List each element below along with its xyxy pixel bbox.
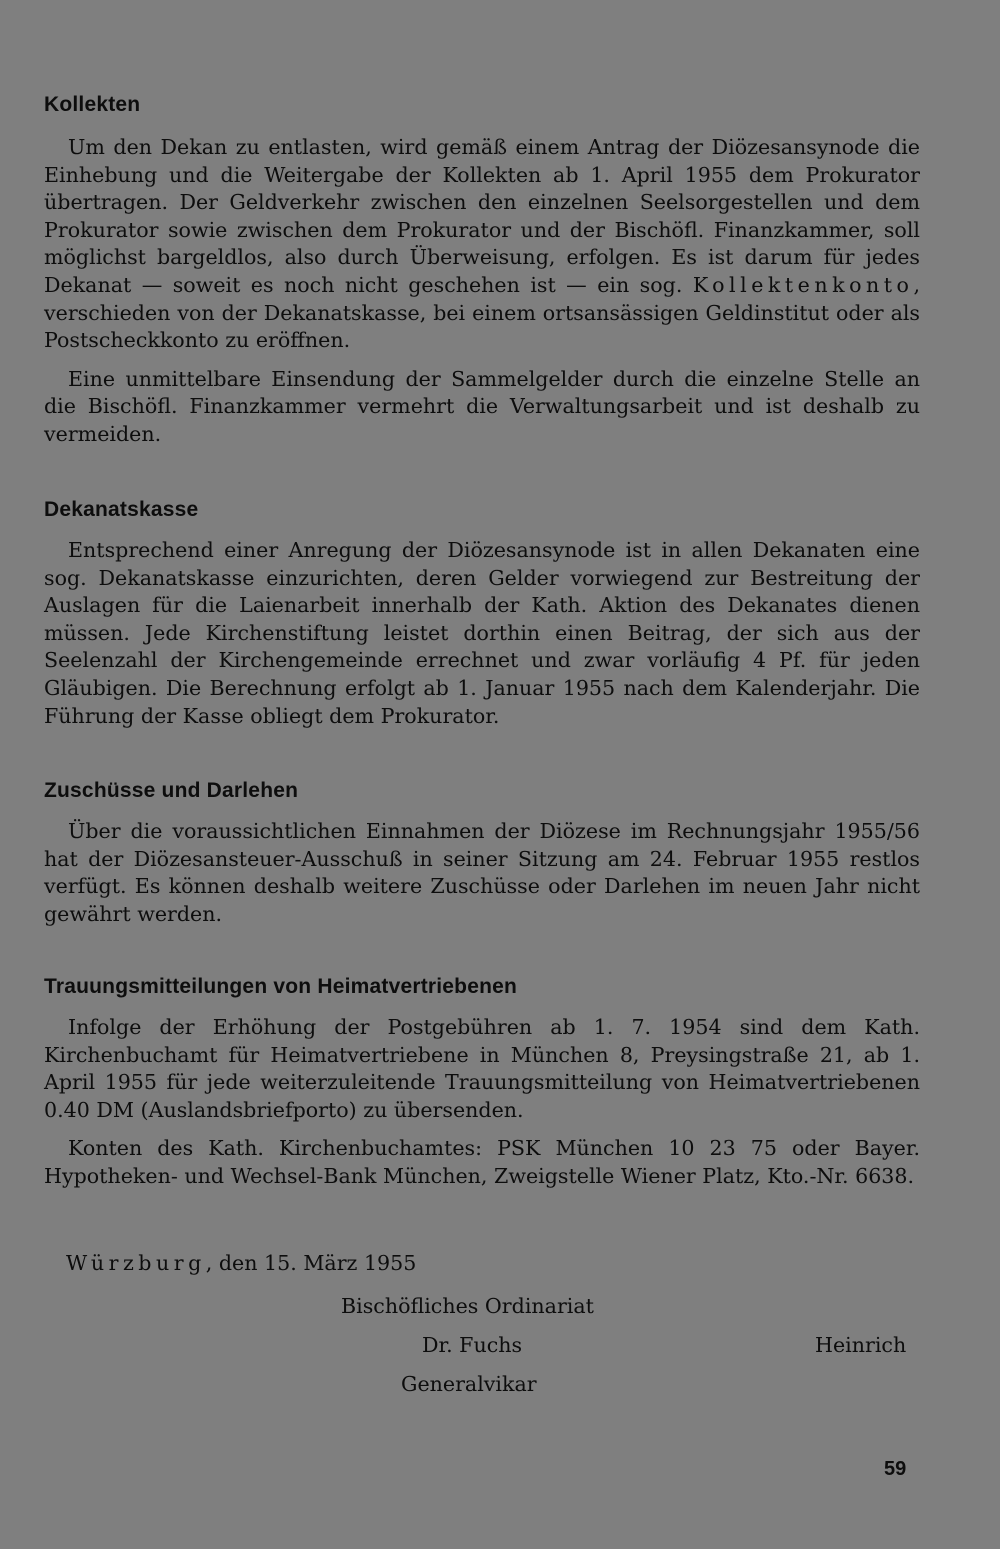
paragraph: Eine unmittelbare Einsendung der Sammelgelder durch die einzelne Stelle an die Bischöfl. Finanzkammer vermehrt die Verwaltungsarbeit und ist deshalb zu vermeiden.	[44, 366, 920, 446]
signer-name: Dr. Fuchs	[422, 1333, 523, 1357]
section-dekanatskasse	[44, 497, 920, 730]
section-heading: Zuschüsse und Darlehen	[44, 779, 299, 802]
section-kollekten	[44, 92, 920, 449]
issuing-office: Bischöfliches Ordinariat	[341, 1294, 594, 1318]
date-line	[66, 1250, 416, 1276]
paragraph: Konten des Kath. Kirchenbuchamtes: PSK München 10 23 75 oder Bayer. Hypotheken- und Wechsel-Bank München, Zweigstelle Wiener Platz, Kto.-Nr. 6638.	[44, 1136, 920, 1188]
signer-title: Generalvikar	[401, 1372, 537, 1396]
paragraph-text: Um den Dekan zu entlasten, wird gemäß einem Antrag der Diözesansynode die Einhebung und die Weitergabe der Kollekten ab 1. April 1955 dem Prokurator übertragen. Der Geldverkehr zwischen den einzelnen Seelsorgestellen und dem Prokurator sowie zwischen dem Prokurator und der Bischöfl. Finanzkammer, soll möglichst bargeldlos, also durch Überweisung, erfolgen. Es ist darum für jedes Dekanat — soweit es noch nicht geschehen ist — ein sog.	[44, 135, 920, 297]
page-number: 59	[884, 1458, 907, 1480]
paragraph	[44, 134, 920, 355]
co-signer-name: Heinrich	[815, 1333, 907, 1357]
section-heading: Trauungsmitteilungen von Heimatvertriebenen	[44, 975, 518, 998]
paragraph: Über die voraussichtlichen Einnahmen der Diözese im Rechnungsjahr 1955/56 hat der Diözesansteuer-Ausschuß in seiner Sitzung am 24. Februar 1955 restlos verfügt. Es können deshalb weitere Zuschüsse oder Darlehen im neuen Jahr nicht gewährt werden.	[44, 819, 920, 926]
paragraph: Entsprechend einer Anregung der Diözesansynode ist in allen Dekanaten eine sog. Dekanatskasse einzurichten, deren Gelder vorwiegend zur Bestreitung der Auslagen für die Laienarbeit innerhalb der Kath. Aktion des Dekanates dienen müssen. Jede Kirchenstiftung leistet dorthin einen Beitrag, der sich aus der Seelenzahl der Kirchengemeinde errechnet und zwar vorläufig 4 Pf. für jeden Gläubigen. Die Berechnung erfolgt ab 1. Januar 1955 nach dem Kalenderjahr. Die Führung der Kasse obliegt dem Prokurator.	[44, 538, 920, 728]
section-trauungsmitteilungen	[44, 974, 920, 1191]
section-heading: Kollekten	[44, 93, 141, 116]
section-zuschuesse	[44, 778, 920, 928]
date-text: , den 15. März 1955	[205, 1251, 417, 1275]
paragraph-text: , verschieden von der Dekanatskasse, bei einem ortsansässigen Geldinstitut oder als Postscheckkonto zu eröffnen.	[44, 272, 920, 353]
section-heading: Dekanatskasse	[44, 498, 199, 521]
emphasized-term: Kollektenkonto	[692, 272, 914, 297]
place-name: Würzburg	[66, 1251, 206, 1275]
paragraph: Infolge der Erhöhung der Postgebühren ab 1. 7. 1954 sind dem Kath. Kirchenbuchamt für Heimatvertriebene in München 8, Preysingstraße 21, ab 1. April 1955 für jede weiterzuleitende Trauungsmitteilung von Heimatvertriebenen 0.40 DM (Auslandsbriefporto) zu übersenden.	[44, 1015, 920, 1122]
